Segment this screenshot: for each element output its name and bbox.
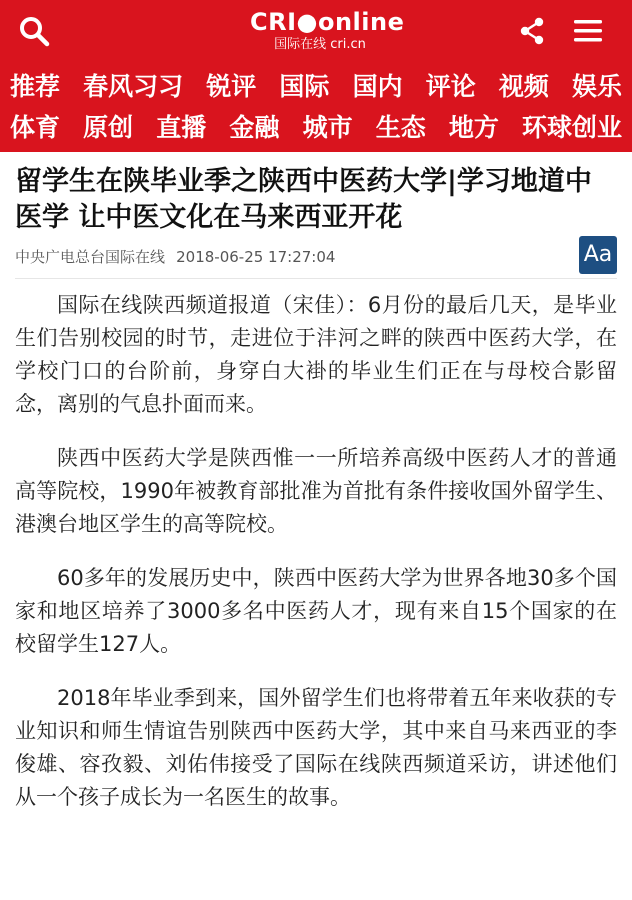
article-paragraph: 60多年的发展历史中，陕西中医药大学为世界各地30多个国家和地区培养了3000多名中医药人才，现有来自15个国家的在校留学生127人。 <box>15 566 617 656</box>
nav-item-ecology[interactable]: 生态 <box>375 113 426 142</box>
nav-item-original[interactable]: 原创 <box>83 113 134 142</box>
article-paragraph: 2018年毕业季到来，国外留学生们也将带着五年来收获的专业知识和师生情谊告别陕西中医药大学，其中来自马来西亚的李俊雄、容孜毅、刘佑伟接受了国际在线陕西频道采访，讲述他们从一个孩子成长为一名医生的故事。 <box>15 686 617 809</box>
cri-online-logo[interactable] <box>250 8 405 56</box>
nav-item-finance[interactable]: 金融 <box>229 113 280 142</box>
nav-item-video[interactable]: 视频 <box>498 72 549 101</box>
hamburger-menu-icon[interactable] <box>572 17 604 45</box>
nav-item-recommend[interactable]: 推荐 <box>10 72 61 101</box>
article-paragraph: 陕西中医药大学是陕西惟一一所培养高级中医药人才的普通高等院校，1990年被教育部批准为首批有条件接收国外留学生、港澳台地区学生的高等院校。 <box>15 446 617 536</box>
nav-item-international[interactable]: 国际 <box>279 72 330 101</box>
divider <box>15 278 617 279</box>
share-icon[interactable] <box>517 16 547 46</box>
nav-item-sports[interactable]: 体育 <box>10 113 61 142</box>
nav-item-global-startup[interactable]: 环球创业 <box>521 113 622 142</box>
channel-nav <box>0 62 632 152</box>
article-source: 中央广电总台国际在线 <box>15 248 166 266</box>
nav-item-city[interactable]: 城市 <box>302 113 353 142</box>
article-paragraph: 国际在线陕西频道报道（宋佳）：6月份的最后几天，是毕业生们告别校园的时节，走进位于沣河之畔的陕西中医药大学，在学校门口的台阶前，身穿白大褂的毕业生们正在与母校合影留念，离别的气息扑面而来。 <box>15 293 617 416</box>
logo-sub-text: 国际在线 cri.cn <box>274 37 366 52</box>
nav-row-2 <box>10 111 622 145</box>
article-meta <box>15 240 617 274</box>
nav-row-1 <box>10 70 622 104</box>
article <box>0 164 632 814</box>
nav-item-live[interactable]: 直播 <box>156 113 207 142</box>
search-icon[interactable] <box>18 15 50 47</box>
logo-main-text: CRI●online <box>250 8 405 36</box>
article-title: 留学生在陕毕业季之陕西中医药大学|学习地道中医学 让中医文化在马来西亚开花 <box>15 166 592 233</box>
font-size-button[interactable]: Aa <box>579 236 617 274</box>
top-header <box>0 0 632 62</box>
article-date: 2018-06-25 17:27:04 <box>176 248 336 266</box>
nav-item-commentary[interactable]: 评论 <box>425 72 476 101</box>
nav-item-domestic[interactable]: 国内 <box>352 72 403 101</box>
nav-item-local[interactable]: 地方 <box>448 113 499 142</box>
nav-item-chunfeng[interactable]: 春风习习 <box>83 72 184 101</box>
nav-item-ruiping[interactable]: 锐评 <box>206 72 257 101</box>
nav-item-entertainment[interactable]: 娱乐 <box>571 72 622 101</box>
